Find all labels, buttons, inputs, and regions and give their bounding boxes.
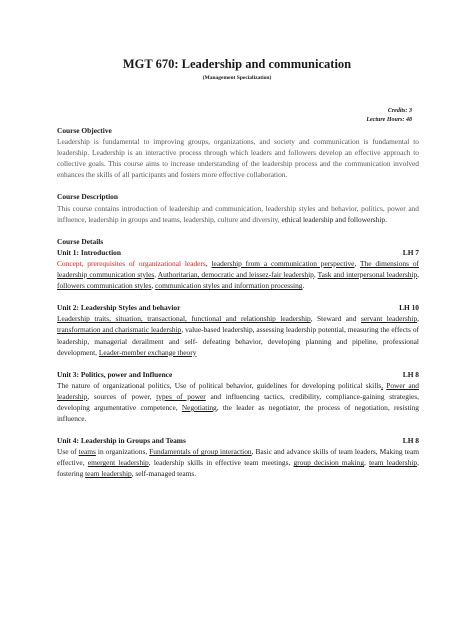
unit-header [57, 247, 419, 258]
unit-text: , leadership skills in effective team meetings, [148, 458, 294, 468]
underlined-topic: group decision making [293, 458, 365, 468]
unit-section [57, 302, 419, 357]
course-objective-section [57, 125, 419, 180]
underlined-topic: Task and interpersonal leadership [317, 270, 418, 280]
unit-text: , the leader as negotiator, the process of negotiation, resisting influence. [57, 402, 419, 424]
unit-text: , [417, 270, 420, 280]
course-description-text [57, 203, 419, 225]
course-objective-heading: Course Objective [57, 126, 112, 135]
lecture-hours-label: Lecture Hours: 48 [366, 117, 412, 123]
unit-header [57, 302, 419, 313]
unit-text: , value-based leadership, assessing leadership potential, measuring the effects of leadership, managerial derailment and self- defeating behavior, developing planning and pipeline, professional development, [57, 325, 419, 357]
page-title: MGT 670: Leadership and communication [122, 57, 352, 71]
underlined-topic: Leader-member exchange theory [98, 347, 197, 357]
unit-text: , [417, 314, 420, 324]
underlined-topic: followers communication styles [57, 281, 152, 291]
underlined-topic: Negotiating [181, 402, 217, 412]
course-description-heading: Course Description [57, 192, 118, 202]
course-description-main: This course contains introduction of leadership and communication, leadership styles and behavior, politics, power and influence, leadership in groups and teams, leadership, culture and diversity, [57, 203, 419, 224]
unit-title: Unit 4: Leadership in Groups and Teams [57, 436, 186, 446]
unit-title: Unit 3: Politics, power and Influence [57, 369, 173, 379]
underlined-topic: Authoritarian, democratic and leissez-fair leadership [157, 270, 314, 280]
underlined-topic: team leadership [369, 458, 418, 468]
underlined-topic: Power and leadership [57, 380, 419, 401]
unit-text: and influencing tactics, credibility, compliance-gaining strategies, developing argumentative competence, [57, 391, 419, 412]
unit-text: , [354, 258, 361, 268]
underlined-topic: teams [78, 447, 96, 457]
underlined-topic: emergent leadership [87, 458, 149, 468]
syllabus-content [57, 125, 419, 491]
course-objective-text: Leadership is fundamental to improving groups, organizations, and society and communication is fundamental to leadership. Leadership is an interactive process through which leaders and followers develop an effective approach to collective goals. This course aims to increase understanding of the leadership process and the communication involved enhances the skills of all participants and fosters more effective collaboration. [57, 137, 419, 180]
unit-text: Use of [57, 447, 79, 457]
course-description-tail: ethical leadership and followership. [279, 214, 387, 224]
unit-body [57, 258, 419, 291]
unit-text: , fostering [57, 458, 419, 479]
unit-text: , sources of power, [87, 391, 157, 401]
unit-section [57, 435, 419, 479]
page-subtitle: (Management Specialization) [202, 75, 272, 81]
unit-text: , [313, 270, 318, 280]
units-list [57, 247, 419, 480]
unit-lecture-hours: LH 8 [402, 436, 419, 446]
unit-text: , [364, 458, 370, 468]
unit-text: The nature of organizational politics, Use of political behavior, guidelines for developing political skills [57, 380, 382, 390]
unit-section [57, 247, 419, 291]
course-description-section [57, 191, 419, 224]
unit-text: , Basic and advance skills of team leaders, Making team effective, [57, 447, 419, 468]
underlined-topic: Leadership traits, situation, transactional, functional and relationship leadership [57, 314, 311, 324]
unit-lecture-hours: LH 8 [402, 369, 419, 379]
course-details-heading: Course Details [57, 236, 104, 246]
unit-lecture-hours: LH 10 [399, 303, 419, 313]
highlighted-topic: Concept, prerequisites of organizational leaders [57, 258, 206, 268]
unit-title: Unit 1: Introduction [57, 247, 121, 257]
unit-text: in organizations, [95, 447, 150, 457]
course-details-section [57, 236, 419, 480]
unit-text: . [302, 281, 305, 291]
underlined-topic: leadership from a communication perspective [211, 258, 355, 268]
underlined-topic: transformation and charismatic leadership [57, 325, 182, 335]
unit-lecture-hours: LH 7 [402, 247, 419, 257]
underlined-topic: communication styles and information processing [155, 281, 303, 291]
unit-section [57, 369, 419, 424]
unit-body [57, 446, 419, 479]
unit-header [57, 369, 419, 380]
underlined-topic: The dimensions of leadership communication styles [57, 258, 419, 280]
credits-label: Credits: 3 [387, 108, 412, 114]
unit-text: , [205, 258, 212, 268]
underlined-topic: types of power [156, 391, 206, 401]
unit-title: Unit 2: Leadership Styles and behavior [57, 303, 181, 313]
unit-header [57, 435, 419, 446]
underlined-topic: , [381, 380, 384, 390]
unit-body [57, 313, 419, 357]
unit-text: , Steward and [310, 314, 361, 324]
unit-text: , [151, 281, 156, 291]
underlined-topic: Fundamentals of group interaction [149, 447, 252, 457]
unit-text: , [154, 270, 158, 280]
underlined-topic: team leadership [85, 469, 132, 479]
underlined-topic: servant leadership [360, 314, 418, 324]
unit-text: , self-managed teams. [131, 469, 197, 479]
unit-body [57, 380, 419, 424]
